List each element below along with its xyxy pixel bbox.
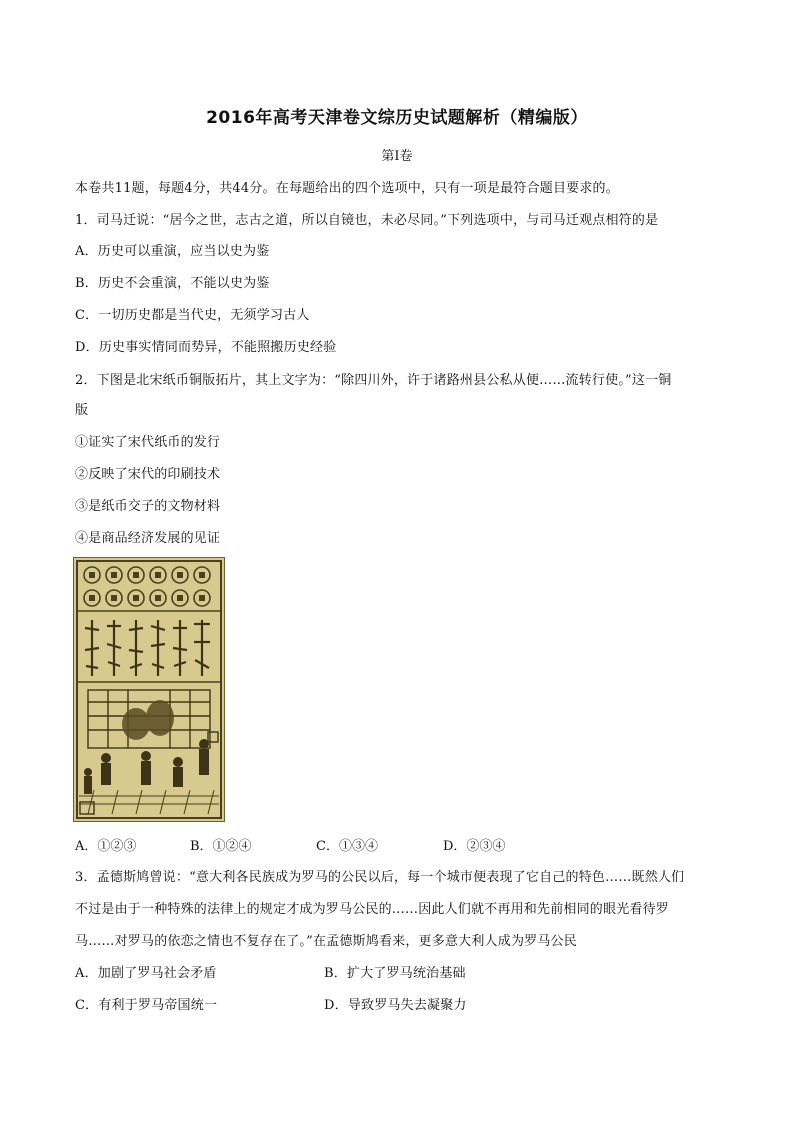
q2-choice-d: D．②③④ bbox=[443, 839, 506, 854]
q2-stem-line-2: 版 bbox=[75, 403, 89, 418]
q2-statement-2: ②反映了宋代的印刷技术 bbox=[75, 467, 221, 482]
q2-choice-a: A．①②③ bbox=[75, 839, 137, 854]
q3-option-a: A．加剧了罗马社会矛盾 bbox=[75, 966, 217, 981]
q2-choice-c: C．①③④ bbox=[316, 839, 378, 854]
q3-stem-line-2: 不过是由于一种特殊的法律上的规定才成为罗马公民的……因此人们就不再用和先前相同的眼光看待罗 bbox=[75, 902, 670, 917]
q2-stem-line-1: 2．下图是北宋纸币铜版拓片，其上文字为：“除四川外，许于诸路州县公私从便……流转行使。”这一铜 bbox=[75, 373, 672, 388]
q3-stem-line-1: 3．孟德斯鸠曾说：“意大利各民族成为罗马的公民以后，每一个城市便表现了它自己的特色……既然人们 bbox=[75, 870, 685, 885]
q2-statement-3: ③是纸币交子的文物材料 bbox=[75, 499, 221, 514]
q3-option-d: D．导致罗马失去凝聚力 bbox=[324, 998, 467, 1013]
q2-choice-b: B．①②④ bbox=[190, 839, 252, 854]
q2-statement-1: ①证实了宋代纸币的发行 bbox=[75, 435, 221, 450]
q1-stem: 1．司马迁说：“居今之世，志古之道，所以自镜也，未必尽同。”下列选项中，与司马迁观点相符的是 bbox=[75, 213, 659, 228]
q1-option-a: A．历史可以重演，应当以史为鉴 bbox=[75, 244, 270, 259]
q3-stem-line-3: 马……对罗马的依恋之情也不复存在了。”在孟德斯鸠看来，更多意大利人成为罗马公民 bbox=[75, 934, 577, 949]
banknote-rubbing-image bbox=[73, 557, 225, 822]
page-title: 2016年高考天津卷文综历史试题解析（精编版） bbox=[206, 108, 588, 128]
q1-option-d: D．历史事实情同而势异，不能照搬历史经验 bbox=[75, 340, 337, 355]
section-heading: 第Ⅰ卷 bbox=[381, 149, 413, 164]
q2-statement-4: ④是商品经济发展的见证 bbox=[75, 531, 221, 546]
q3-option-c: C．有利于罗马帝国统一 bbox=[75, 998, 218, 1013]
q3-option-b: B．扩大了罗马统治基础 bbox=[324, 966, 466, 981]
banknote-drawing bbox=[74, 558, 224, 821]
q1-option-b: B．历史不会重演，不能以史为鉴 bbox=[75, 276, 270, 291]
q1-option-c: C．一切历史都是当代史，无须学习古人 bbox=[75, 308, 310, 323]
instructions: 本卷共11题，每题4分，共44分。在每题给出的四个选项中，只有一项是最符合题目要求的。 bbox=[75, 181, 619, 196]
